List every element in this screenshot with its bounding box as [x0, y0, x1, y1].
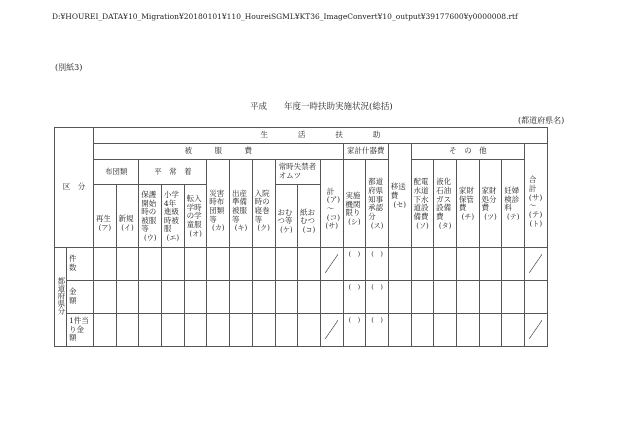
table-cell[interactable] — [411, 248, 434, 281]
table-cell[interactable] — [298, 281, 321, 314]
other-header: そ の 他 — [411, 144, 524, 160]
bedding-header: 布団類 — [94, 160, 139, 185]
annex-label: (別紙3) — [55, 63, 83, 72]
table-cell[interactable] — [207, 248, 230, 281]
table-cell[interactable] — [252, 314, 275, 347]
col-header-chi: 家財保管費 (チ) — [457, 160, 480, 248]
table-cell-na — [525, 314, 548, 347]
col-header-te: 妊婦検診料 (テ) — [502, 160, 525, 248]
table-cell[interactable] — [388, 281, 411, 314]
col-header-u: 保護開始時の被服等 (ウ) — [139, 185, 162, 248]
table-cell-na — [525, 248, 548, 281]
col-header-ko: 紙おむつ (コ) — [298, 185, 321, 248]
table-cell[interactable] — [184, 281, 207, 314]
row-label: 1件当り金額 — [67, 314, 94, 347]
table-cell[interactable] — [116, 248, 139, 281]
table-cell[interactable] — [411, 314, 434, 347]
table-cell[interactable] — [366, 281, 389, 314]
table-cell[interactable] — [479, 314, 502, 347]
table-cell[interactable] — [502, 248, 525, 281]
table-cell[interactable] — [434, 248, 457, 281]
table-cell[interactable] — [388, 314, 411, 347]
table-cell[interactable] — [343, 314, 366, 347]
table-cell[interactable] — [298, 314, 321, 347]
table-cell[interactable] — [502, 281, 525, 314]
table-cell[interactable] — [366, 248, 389, 281]
col-header-so: 配電水道下水道設備費 (ソ) — [411, 160, 434, 248]
table-cell[interactable] — [162, 281, 185, 314]
table-cell[interactable] — [230, 314, 253, 347]
table-cell[interactable] — [343, 281, 366, 314]
table-cell[interactable] — [252, 248, 275, 281]
parenthetical-value: ( ) — [371, 283, 383, 291]
division-header: 区 分 — [55, 128, 94, 248]
row-group-prefecture: 都道府県分 — [55, 248, 67, 347]
prefecture-label: (都道府県名) — [518, 116, 565, 125]
table-cell[interactable] — [94, 314, 117, 347]
table-row-amount-per-case — [55, 314, 548, 347]
clothing-header: 被 服 費 — [94, 144, 344, 160]
table-cell[interactable] — [457, 314, 480, 347]
parenthetical-value: ( ) — [371, 250, 383, 258]
parenthetical-value: ( ) — [371, 316, 383, 324]
parenthetical-value: ( ) — [348, 250, 361, 258]
table-cell[interactable] — [184, 248, 207, 281]
table-cell[interactable] — [139, 281, 162, 314]
table-cell-na — [320, 248, 343, 281]
col-header-a: 再生 (ア) — [94, 185, 117, 248]
col-header-ta: 液化石油ガス設備費 (タ) — [434, 160, 457, 248]
household-goods-header: 家計什器費 — [343, 144, 388, 160]
table-cell[interactable] — [457, 281, 480, 314]
table-row-amount — [55, 281, 548, 314]
table-cell[interactable] — [298, 248, 321, 281]
table-cell[interactable] — [94, 281, 117, 314]
table-cell[interactable] — [139, 248, 162, 281]
table-cell[interactable] — [457, 248, 480, 281]
table-cell[interactable] — [479, 281, 502, 314]
page-title: 平成 年度一時扶助実施状況(総括) — [250, 102, 393, 112]
diaper-group-header: 常時失禁者オムツ — [275, 160, 320, 185]
col-header-su: 都道府県知事承認分 (ス) — [366, 160, 389, 248]
table-cell[interactable] — [366, 314, 389, 347]
table-cell[interactable] — [320, 281, 343, 314]
table-cell[interactable] — [207, 314, 230, 347]
col-header-ki: 出産準備被服等 (キ) — [230, 160, 253, 248]
table-cell[interactable] — [434, 281, 457, 314]
table-cell[interactable] — [434, 314, 457, 347]
summary-table — [54, 127, 548, 347]
col-header-transfer: 移送費 (セ) — [388, 144, 411, 248]
table-cell[interactable] — [184, 314, 207, 347]
row-label: 金 額 — [67, 281, 94, 314]
table-cell[interactable] — [525, 281, 548, 314]
table-cell[interactable] — [275, 248, 298, 281]
col-header-ka: 災害時布団類等 (カ) — [207, 160, 230, 248]
col-header-ke: おむつ等 (ケ) — [275, 185, 298, 248]
table-cell[interactable] — [207, 281, 230, 314]
col-header-e: 小学4年進級時被服 (エ) — [162, 185, 185, 248]
table-cell-na — [320, 314, 343, 347]
col-header-ku: 入院時の寝巻等 (ク) — [252, 160, 275, 248]
col-header-sa: 計(ア)～(コ) (サ) — [320, 160, 343, 248]
file-path: D:¥HOUREI_DATA¥10_Migration¥20180101¥110_HoureiSGML¥KT36_ImageConvert¥10_output¥39177600¥y0000008.rtf — [52, 12, 518, 21]
col-header-tsu: 家財処分費 (ツ) — [479, 160, 502, 248]
table-cell[interactable] — [479, 248, 502, 281]
table-cell[interactable] — [343, 248, 366, 281]
col-header-shi: 実施機関限り (シ) — [343, 160, 366, 248]
table-cell[interactable] — [162, 314, 185, 347]
col-header-total: 合計(サ)～(テ) (ト) — [525, 144, 548, 248]
table-cell[interactable] — [116, 314, 139, 347]
livelihood-aid-header: 生 活 扶 助 — [94, 128, 548, 144]
col-header-i: 新規 (イ) — [116, 185, 139, 248]
table-cell[interactable] — [162, 248, 185, 281]
table-row-count — [55, 248, 548, 281]
table-cell[interactable] — [116, 281, 139, 314]
everyday-clothes-header: 平 常 着 — [139, 160, 207, 185]
table-cell[interactable] — [411, 281, 434, 314]
table-cell[interactable] — [388, 248, 411, 281]
table-cell[interactable] — [94, 248, 117, 281]
table-cell[interactable] — [139, 314, 162, 347]
parenthetical-value: ( ) — [348, 316, 361, 324]
table-cell[interactable] — [252, 281, 275, 314]
table-cell[interactable] — [502, 314, 525, 347]
table-cell[interactable] — [230, 248, 253, 281]
table-cell[interactable] — [230, 281, 253, 314]
table-cell[interactable] — [275, 281, 298, 314]
col-header-o: 転入学時の学童服 (オ) — [184, 185, 207, 248]
row-label: 件 数 — [67, 248, 94, 281]
table-cell[interactable] — [275, 314, 298, 347]
parenthetical-value: ( ) — [348, 283, 361, 291]
